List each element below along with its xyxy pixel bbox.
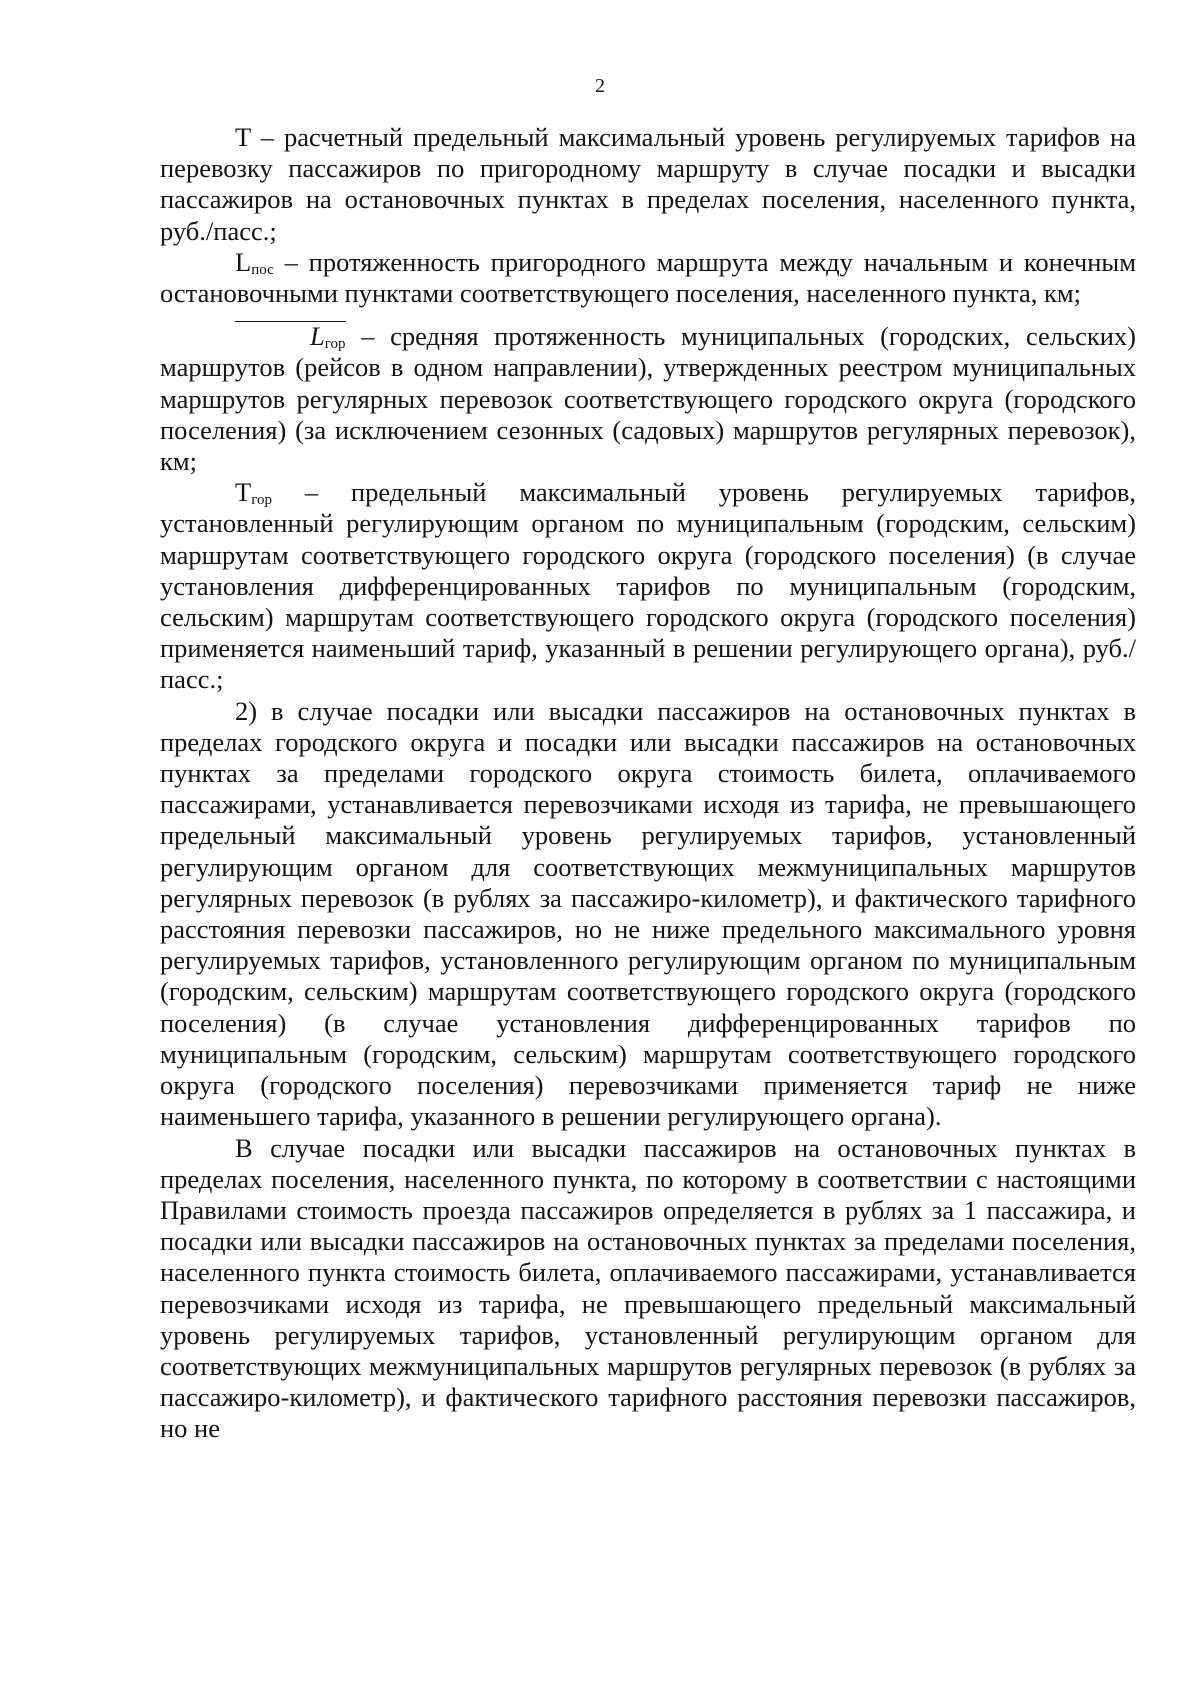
symbol-t-gor (235, 477, 272, 507)
definition-l-pos-text: – протяженность пригородного маршрута между начальным и конечным остановочными пунктами соответствующего поселения, населенного пункта, км; (160, 246, 1136, 309)
symbol-t-gor-letter: T (235, 477, 252, 508)
paragraph-item-2: 2) в случае посадки или высадки пассажиров на остановочных пунктах в пределах городского округа и посадки или высадки пассажиров на остановочных пунктах за пределами городского округа стоимость билета, оплачиваемого пассажирами, устанавливается перевозчиками исходя из тарифа, не превышающего предельный максимальный уровень регулируемых тарифов, установленный регулирующим органом для соответствующих межмуниципальных маршрутов регулярных перевозок (в рублях за пассажиро-километр), и фактического тарифного расстояния перевозки пассажиров, но не ниже предельного максимального уровня регулируемых тарифов, установленного регулирующим органом по муниципальным (городским, сельским) маршрутам соответствующего городского округа (городского поселения) (в случае установления дифференцированных тарифов по муниципальным (городским, сельским) маршрутам соответствующего городского округа (городского поселения) перевозчиками применяется тариф не ниже наименьшего тарифа, указанного в решении регулирующего органа). (160, 695, 1136, 1132)
symbol-t-gor-subscript: гор (251, 492, 272, 509)
definition-t-text: – расчетный предельный максимальный уровень регулируемых тарифов на перевозку пассажиров по пригородному маршруту в случае посадки и высадки пассажиров на остановочных пунктах в пределах поселения, населенного пункта, руб./пасс.; (160, 122, 1136, 246)
symbol-l-gor-subscript: гор (324, 336, 346, 353)
document-body (160, 122, 1136, 1445)
definition-t-gor-text: – предельный максимальный уровень регулируемых тарифов, установленный регулирующим органом по муниципальным (городским, сельским) маршрутам соответствующего городского округа (городского поселения) (в случае установления дифференцированных тарифов по муниципальным (городским, сельским) маршрутам соответствующего городского округа (городского поселения) применяется наименьший тариф, указанный в решении регулирующего органа), руб./пасс.; (160, 477, 1136, 695)
paragraph-settlement-case: В случае посадки или высадки пассажиров на остановочных пунктах в пределах поселения, населенного пункта, по которому в соответствии с настоящими Правилами стоимость проезда пассажиров определяется в рублях за 1 пассажира, и посадки или высадки пассажиров на остановочных пунктах за пределами поселения, населенного пункта стоимость билета, оплачиваемого пассажирами, устанавливается перевозчиками исходя из тарифа, не превышающего предельный максимальный уровень регулируемых тарифов, установленный регулирующим органом для соответствующих межмуниципальных маршрутов регулярных перевозок (в рублях за пассажиро-километр), и фактического тарифного расстояния перевозки пассажиров, но не (160, 1132, 1136, 1444)
definition-t-gor (160, 477, 1136, 695)
symbol-l-gor (235, 321, 346, 353)
definition-t (160, 122, 1136, 247)
page-number: 2 (595, 75, 605, 97)
symbol-l-pos-letter: L (235, 246, 252, 277)
symbol-l-gor-letter: L (310, 321, 325, 352)
symbol-l-pos-subscript: пос (251, 261, 274, 278)
symbol-t: T (235, 122, 251, 152)
symbol-l-pos (235, 247, 274, 277)
definition-l-gor (160, 321, 1136, 477)
definition-l-gor-text: – средняя протяженность муниципальных (городских, сельских) маршрутов (рейсов в одном направлении), утвержденных реестром муниципальных маршрутов регулярных перевозок соответствующего городского округа (городского поселения) (за исключением сезонных (садовых) маршрутов регулярных перевозок), км; (160, 321, 1136, 477)
definition-l-pos (160, 247, 1136, 309)
